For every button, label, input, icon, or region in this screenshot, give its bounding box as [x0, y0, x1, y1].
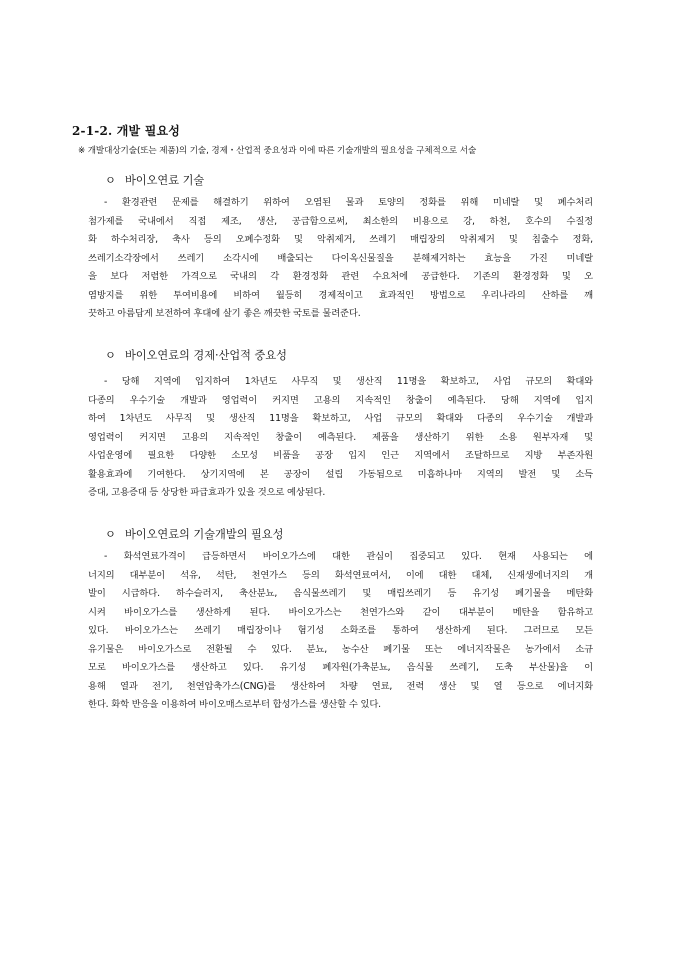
paragraph-line: - 화석연료가격이 급등하면서 바이오가스에 대한 관심이 집중되고 있다. 현재 사용되는 에	[104, 551, 593, 562]
paragraph-line: 발이 시급하다. 하수슬러지, 축산분뇨, 음식물쓰레기 및 매립쓰레기 등 유기성 폐기물을 메탄화	[88, 588, 593, 599]
section-title-text: 바이오연료 기술	[125, 174, 205, 187]
paragraph-line: 한다. 화학 반응을 이용하여 바이오매스로부터 합성가스를 생산할 수 있다.	[88, 699, 381, 710]
paragraph-line: 모로 바이오가스를 생산하고 있다. 유기성 폐자원(가축분뇨, 음식물 쓰레기, 도축 부산물)을 이	[88, 662, 593, 673]
paragraph-line: - 당해 지역에 입지하여 1차년도 사무직 및 생산직 11명을 확보하고, 사업 규모의 확대와	[104, 376, 593, 387]
section-title-text: 바이오연료의 경제·산업적 중요성	[125, 349, 287, 362]
paragraph-bio-fuel-tech	[88, 194, 593, 324]
section-title-bio-fuel-tech	[105, 172, 204, 188]
paragraph-line: 을 보다 저렴한 가격으로 국내의 각 환경정화 관련 수요처에 공급한다. 기존의 환경정화 및 오	[88, 271, 593, 282]
paragraph-line: 영업력이 커지면 고용의 지속적인 창출이 예측된다. 제품을 생산하기 위한 소용 원부자재 및	[88, 431, 593, 443]
paragraph-line: 첨가제를 국내에서 직접 제조, 생산, 공급함으로써, 최소한의 비용으로 강, 하천, 호수의 수질정	[88, 215, 593, 227]
paragraph-line: 활용효과에 기여한다. 상기지역에 본 공장이 설립 가동됨으로 미흡하나마 지역의 발전 및 소득	[88, 468, 593, 480]
section-title-text: 바이오연료의 기술개발의 필요성	[125, 528, 284, 541]
paragraph-line: 사업운영에 필요한 다양한 소모성 비품을 공장 입지 인근 지역에서 조달하므로 지방 부존자원	[88, 450, 593, 461]
paragraph-line: 너지의 대부분이 석유, 석탄, 천연가스 등의 화석연료여서, 이에 대한 대체, 신재생에너지의 개	[88, 569, 593, 581]
paragraph-line: 화 하수처리장, 축사 등의 오폐수정화 및 악취제거, 쓰레기 매립장의 악취제거 및 침출수 정화,	[88, 234, 593, 245]
paragraph-line: 증대, 고용증대 등 상당한 파급효과가 있을 것으로 예상된다.	[88, 487, 326, 498]
paragraph-tech-dev-need	[88, 548, 593, 715]
paragraph-line: 다종의 우수기술 개발과 영업력이 커지면 고용의 지속적인 창출이 예측된다. 당해 지역에 입지	[88, 394, 593, 406]
paragraph-line: 끗하고 아름답게 보전하여 후대에 살기 좋은 깨끗한 국토를 물려준다.	[88, 308, 361, 319]
instruction-note: ※ 개발대상기술(또는 제품)의 기술, 경제・산업적 중요성과 이에 따른 기술개발의 필요성을 구체적으로 서술	[78, 146, 477, 156]
paragraph-line: 유기물은 바이오가스로 전환될 수 있다. 분뇨, 농수산 폐기물 또는 에너지작물은 농가에서 소규	[88, 643, 593, 655]
bullet-marker: ㅇ	[105, 349, 116, 362]
paragraph-economic-importance	[88, 373, 593, 503]
paragraph-line: 쓰레기소각장에서 쓰레기 소각시에 배출되는 다이옥신물질을 분해제거하는 효능을 가진 미네랄	[88, 252, 593, 264]
paragraph-line: 하여 1차년도 사무직 및 생산직 11명을 확보하고, 사업 규모의 확대와 다종의 우수기술 개발과	[88, 413, 593, 424]
paragraph-line: 염방지를 위한 투여비용에 비하여 월등히 경제적이고 효과적인 방법으로 우리나라의 산하를 깨	[88, 289, 593, 301]
paragraph-line: 시켜 바이오가스를 생산하게 된다. 바이오가스는 천연가스와 같이 대부분이 메탄을 함유하고	[88, 606, 593, 618]
paragraph-line: - 환경관련 문제를 해결하기 위하여 오염된 물과 토양의 정화를 위해 미네랄 및 폐수처리	[104, 197, 593, 208]
paragraph-line: 용해 열과 전기, 천연압축가스(CNG)를 생산하여 차량 연료, 전력 생산 및 열 등으로 에너지화	[88, 680, 593, 692]
section-heading: 2-1-2. 개발 필요성	[72, 124, 181, 138]
bullet-marker: ㅇ	[105, 174, 116, 187]
paragraph-line: 있다. 바이오가스는 쓰레기 매립장이나 혐기성 소화조를 통하여 생산하게 된다. 그러므로 모든	[88, 625, 593, 636]
section-title-tech-dev-need	[105, 526, 283, 542]
section-title-economic-importance	[105, 347, 287, 363]
bullet-marker: ㅇ	[105, 528, 116, 541]
